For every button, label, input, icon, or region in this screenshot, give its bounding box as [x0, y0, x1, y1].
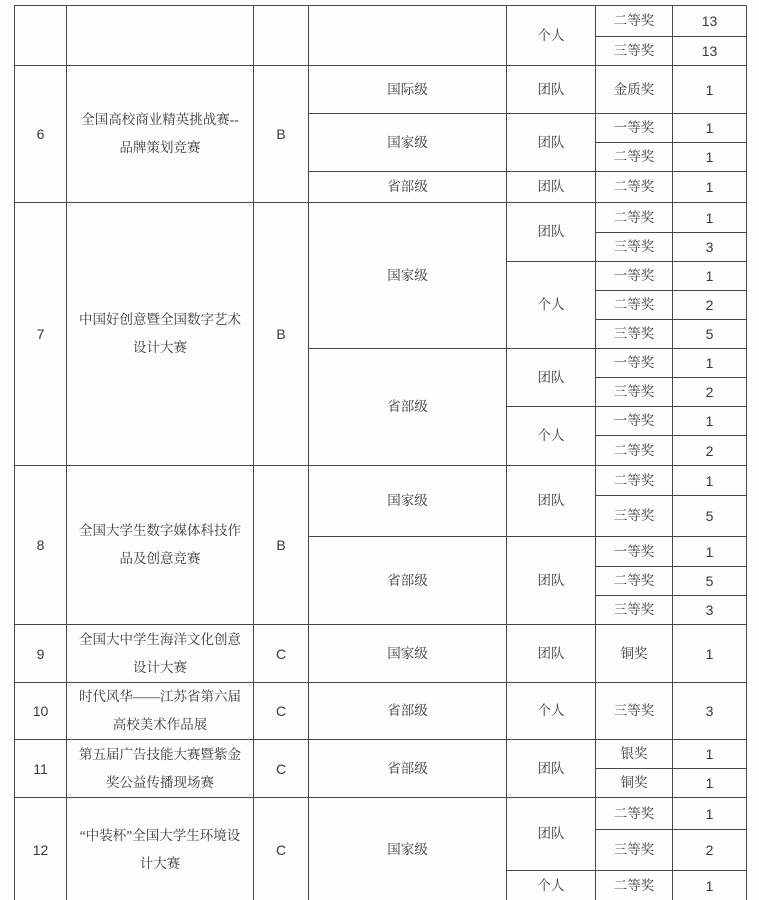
member-cell: 团队: [507, 114, 596, 172]
count-cell: 3: [673, 683, 747, 740]
count-cell: 2: [673, 436, 747, 466]
count-cell: 1: [673, 740, 747, 769]
award-cell: 三等奖: [596, 830, 673, 871]
name-cell: 中国好创意暨全国数字艺术设计大赛: [67, 203, 254, 466]
count-cell: 1: [673, 66, 747, 114]
member-cell: 团队: [507, 203, 596, 262]
count-cell: 1: [673, 407, 747, 436]
count-cell: 2: [673, 830, 747, 871]
grade-cell: B: [254, 466, 309, 625]
awards-table-body: [15, 6, 747, 900]
award-cell: 二等奖: [596, 871, 673, 900]
award-cell: 一等奖: [596, 114, 673, 143]
count-cell: 3: [673, 596, 747, 625]
awards-table: [14, 5, 747, 900]
name-cell: 第五届广告技能大赛暨紫金奖公益传播现场赛: [67, 740, 254, 798]
count-cell: 1: [673, 203, 747, 233]
member-cell: 团队: [507, 66, 596, 114]
name-cell: 全国大学生数字媒体科技作品及创意竞赛: [67, 466, 254, 625]
level-cell: 国家级: [309, 114, 507, 172]
award-cell: 二等奖: [596, 203, 673, 233]
count-cell: 1: [673, 349, 747, 378]
award-cell: 三等奖: [596, 596, 673, 625]
count-cell: 5: [673, 567, 747, 596]
level-cell: 省部级: [309, 740, 507, 798]
no-cell: 10: [15, 683, 67, 740]
count-cell: 1: [673, 769, 747, 798]
count-cell: 1: [673, 798, 747, 830]
level-cell: 国家级: [309, 625, 507, 683]
level-cell: [309, 6, 507, 66]
no-cell: 7: [15, 203, 67, 466]
level-cell: 省部级: [309, 172, 507, 203]
grade-cell: C: [254, 740, 309, 798]
table-row: [15, 66, 747, 114]
member-cell: 团队: [507, 172, 596, 203]
award-cell: 一等奖: [596, 537, 673, 567]
table-row: [15, 466, 747, 496]
award-cell: 铜奖: [596, 625, 673, 683]
member-cell: 个人: [507, 407, 596, 466]
count-cell: 5: [673, 496, 747, 537]
no-cell: 8: [15, 466, 67, 625]
level-cell: 省部级: [309, 349, 507, 466]
table-row: [15, 203, 747, 233]
award-cell: 二等奖: [596, 291, 673, 320]
count-cell: 1: [673, 537, 747, 567]
name-cell: 全国高校商业精英挑战赛--品牌策划竞赛: [67, 66, 254, 203]
member-cell: 团队: [507, 349, 596, 407]
grade-cell: [254, 6, 309, 66]
count-cell: 1: [673, 262, 747, 291]
award-cell: 银奖: [596, 740, 673, 769]
name-cell: “中装杯”全国大学生环境设计大赛: [67, 798, 254, 900]
award-cell: 二等奖: [596, 567, 673, 596]
count-cell: 1: [673, 172, 747, 203]
member-cell: 团队: [507, 466, 596, 537]
no-cell: 11: [15, 740, 67, 798]
level-cell: 省部级: [309, 683, 507, 740]
name-cell: 时代风华——江苏省第六届高校美术作品展: [67, 683, 254, 740]
count-cell: 1: [673, 871, 747, 900]
member-cell: 团队: [507, 537, 596, 625]
award-cell: 三等奖: [596, 37, 673, 66]
count-cell: 2: [673, 291, 747, 320]
level-cell: 国际级: [309, 66, 507, 114]
grade-cell: B: [254, 203, 309, 466]
grade-cell: C: [254, 798, 309, 900]
count-cell: 1: [673, 466, 747, 496]
no-cell: 12: [15, 798, 67, 900]
award-cell: 一等奖: [596, 349, 673, 378]
level-cell: 国家级: [309, 466, 507, 537]
count-cell: 1: [673, 114, 747, 143]
award-cell: 三等奖: [596, 320, 673, 349]
table-row: [15, 625, 747, 683]
award-cell: 二等奖: [596, 436, 673, 466]
award-cell: 二等奖: [596, 6, 673, 37]
member-cell: 团队: [507, 740, 596, 798]
count-cell: 2: [673, 378, 747, 407]
member-cell: 个人: [507, 6, 596, 66]
grade-cell: B: [254, 66, 309, 203]
member-cell: 团队: [507, 798, 596, 871]
member-cell: 团队: [507, 625, 596, 683]
no-cell: 9: [15, 625, 67, 683]
grade-cell: C: [254, 683, 309, 740]
member-cell: 个人: [507, 683, 596, 740]
award-cell: 三等奖: [596, 378, 673, 407]
count-cell: 13: [673, 37, 747, 66]
table-row: [15, 740, 747, 769]
level-cell: 国家级: [309, 798, 507, 900]
count-cell: 1: [673, 625, 747, 683]
award-cell: 二等奖: [596, 143, 673, 172]
member-cell: 个人: [507, 871, 596, 900]
award-cell: 三等奖: [596, 233, 673, 262]
count-cell: 13: [673, 6, 747, 37]
award-cell: 铜奖: [596, 769, 673, 798]
level-cell: 国家级: [309, 203, 507, 349]
table-row: [15, 798, 747, 830]
count-cell: 1: [673, 143, 747, 172]
award-cell: 金质奖: [596, 66, 673, 114]
award-cell: 三等奖: [596, 683, 673, 740]
award-cell: 一等奖: [596, 262, 673, 291]
level-cell: 省部级: [309, 537, 507, 625]
count-cell: 5: [673, 320, 747, 349]
table-row: [15, 683, 747, 740]
award-cell: 一等奖: [596, 407, 673, 436]
award-cell: 二等奖: [596, 798, 673, 830]
count-cell: 3: [673, 233, 747, 262]
grade-cell: C: [254, 625, 309, 683]
member-cell: 个人: [507, 262, 596, 349]
no-cell: [15, 6, 67, 66]
no-cell: 6: [15, 66, 67, 203]
award-cell: 三等奖: [596, 496, 673, 537]
award-cell: 二等奖: [596, 172, 673, 203]
name-cell: 全国大中学生海洋文化创意设计大赛: [67, 625, 254, 683]
name-cell: [67, 6, 254, 66]
award-cell: 二等奖: [596, 466, 673, 496]
table-row: [15, 6, 747, 37]
